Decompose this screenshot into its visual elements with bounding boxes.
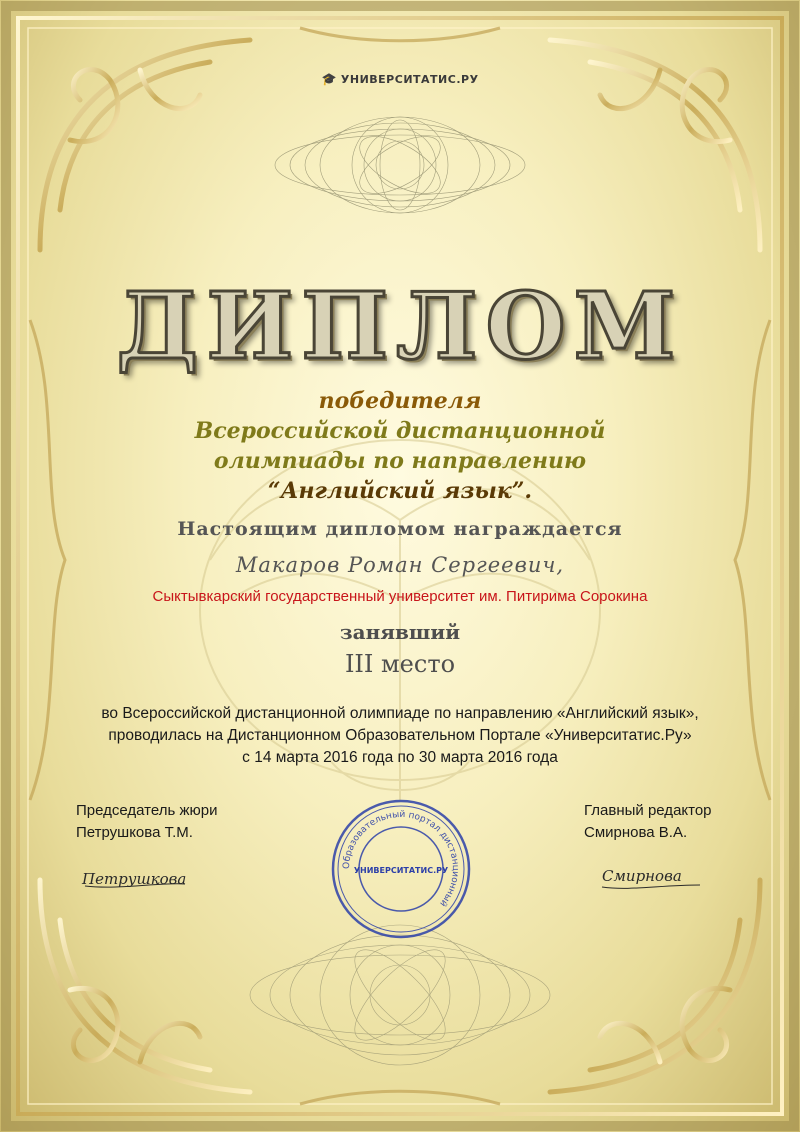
subtitle-line-subject: “Английский язык”. [267,478,533,504]
awarded-text: Настоящим дипломом награждается [177,518,623,540]
subtitle-line-winner: победителя [318,388,482,414]
graduation-cap-icon: 🎓 [321,72,337,86]
logo-text: УНИВЕРСИТАТИС.РУ [340,73,479,86]
jury-chair-signature-text: Петрушкова [82,870,187,888]
recipient-name: Макаров Роман Сергеевич, [235,553,565,577]
place-result: III место [344,650,456,678]
stamp-ring-text: Образовательный портал дистанционный [341,809,461,909]
recipient-university: Сыктывкарский государственный университет им. Питирима Сорокина [152,588,648,605]
chief-editor-signature-text: Смирнова [602,867,682,885]
site-logo [0,72,800,86]
chief-editor-name: Смирнова В.А. [584,824,688,841]
info-line-olympiad: во Всероссийской дистанционной олимпиаде по направлению «Английский язык», [101,705,699,722]
official-stamp [330,798,472,940]
guilloche-rosette [270,105,530,225]
diploma-title: ДИПЛОМ [116,272,684,380]
jury-chair-signature [80,862,190,892]
subtitle-line-direction: олимпиады по направлению [213,448,587,474]
chief-editor-signature [600,855,710,895]
took-place-label: занявший [339,620,461,644]
subtitle-line-olympiad: Всероссийской дистанционной [194,418,606,444]
chief-editor-block [584,800,712,844]
chief-editor-role: Главный редактор [584,802,712,819]
jury-chair-block [76,800,217,844]
info-line-dates: с 14 марта 2016 года по 30 марта 2016 года [242,749,558,766]
info-line-portal: проводилась на Дистанционном Образовательном Портале «Университатис.Ру» [108,727,692,744]
jury-chair-role: Председатель жюри [76,802,218,819]
jury-chair-name: Петрушкова Т.М. [76,824,193,841]
stamp-center-text: УНИВЕРСИТАТИС.РУ [353,866,449,875]
